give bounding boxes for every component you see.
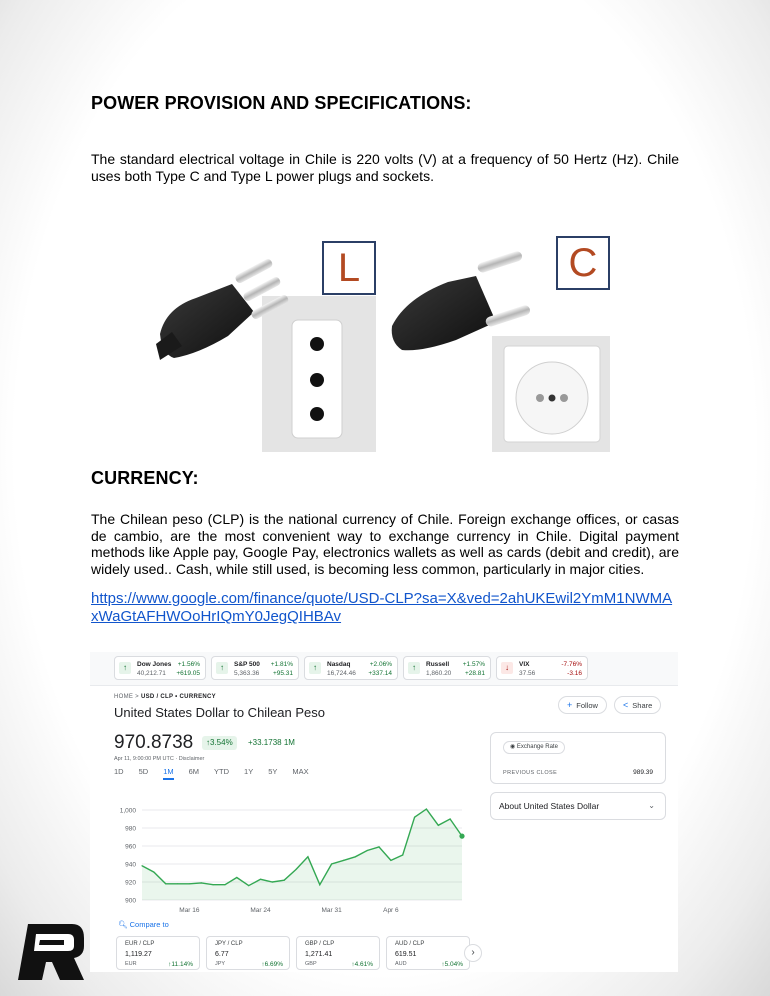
compare-pair: AUD / CLP: [395, 941, 425, 947]
data-point: [378, 846, 379, 847]
follow-button[interactable]: [558, 696, 607, 714]
ticker-change: +28.81: [464, 670, 485, 677]
range-tab-5y[interactable]: 5Y: [268, 767, 278, 776]
compare-code: GBP: [305, 961, 317, 967]
plug-socket-figure: [156, 236, 610, 452]
data-point: [260, 879, 261, 880]
compare-value: 619.51: [395, 951, 417, 958]
compare-heading: [118, 920, 169, 929]
currency-heading: CURRENCY:: [91, 468, 199, 488]
pair-title: United States Dollar to Chilean Peso: [114, 705, 326, 720]
ticker-value: 1,860.20: [426, 670, 452, 677]
ticker-pct: -7.76%: [561, 661, 582, 668]
ticker-name: S&P 500: [234, 661, 260, 668]
arrow-up-icon: ↑: [216, 662, 228, 674]
share-button[interactable]: [614, 696, 661, 714]
range-tab-6m[interactable]: 6M: [188, 767, 200, 776]
data-point: [201, 882, 202, 883]
data-point: [189, 883, 190, 884]
compare-value: 6.77: [215, 951, 229, 958]
compare-pair: JPY / CLP: [215, 941, 243, 947]
ticker-change: +337.14: [368, 670, 392, 677]
range-tabs: [114, 767, 324, 780]
ticker-dow-jones[interactable]: [114, 656, 206, 680]
ticker-change: +95.31: [272, 670, 293, 677]
compare-card-eur[interactable]: [116, 936, 200, 970]
type-c-badge: C: [556, 236, 610, 290]
exchange-rate-pill[interactable]: [503, 741, 565, 754]
ticker-value: 37.56: [519, 670, 536, 677]
about-label: About United States Dollar: [499, 801, 600, 811]
data-point: [284, 880, 285, 881]
compare-code: JPY: [215, 961, 226, 967]
data-point: [319, 884, 320, 885]
ticker-name: Nasdaq: [327, 661, 351, 668]
last-point-marker: [459, 834, 464, 839]
plug-socket-illustration: [156, 236, 610, 452]
data-point: [355, 856, 356, 857]
data-point: [213, 884, 214, 885]
r-logo: [14, 920, 86, 984]
change-absolute: +33.1738 1M: [248, 738, 295, 747]
ticker-sp500[interactable]: [211, 656, 299, 680]
ticker-change: +619.05: [176, 670, 200, 677]
about-dropdown[interactable]: [490, 792, 666, 820]
compare-card-gbp[interactable]: [296, 936, 380, 970]
breadcrumb-separator: >: [135, 694, 139, 700]
data-point: [165, 883, 166, 884]
data-point: [236, 877, 237, 878]
data-point: [367, 850, 368, 851]
range-tab-max[interactable]: MAX: [292, 767, 309, 776]
power-heading: POWER PROVISION AND SPECIFICATIONS:: [91, 93, 472, 113]
ticker-name: Dow Jones: [137, 661, 172, 668]
compare-value: 1,119.27: [125, 951, 152, 958]
arrow-down-icon: ↓: [501, 662, 513, 674]
compare-card-aud[interactable]: [386, 936, 470, 970]
chevron-right-icon[interactable]: ›: [464, 944, 482, 962]
current-price: 970.8738: [114, 732, 194, 753]
info-icon: ◉: [510, 744, 517, 750]
data-point: [426, 809, 427, 810]
market-ticker-bar: [90, 652, 678, 686]
ticker-value: 40,212.71: [137, 670, 166, 677]
data-point: [414, 817, 415, 818]
plus-icon: +: [567, 700, 573, 710]
ticker-pct: +1.81%: [270, 661, 293, 668]
currency-link[interactable]: [91, 590, 672, 626]
data-point: [153, 872, 154, 873]
ticker-nasdaq[interactable]: [304, 656, 398, 680]
compare-pct: ↑5.04%: [441, 961, 463, 968]
x-tick-label: Mar 31: [321, 907, 342, 914]
ticker-pct: +1.57%: [462, 661, 485, 668]
y-tick-label: 920: [125, 879, 136, 887]
search-icon: 🔍︎: [118, 920, 130, 929]
x-tick-label: Mar 16: [179, 907, 200, 914]
currency-paragraph: The Chilean peso (CLP) is the national currency of Chile. Foreign exchange offices, or casas de cambio, are the most convenient way to exchange currency in Chile. Digital payment methods like Apple pay, Google Pay, electronics wallets as well as cards (debit and credit), are widely used.. Cash, while still used, is becoming less common, particularly in major cities.: [91, 511, 679, 577]
y-tick-label: 980: [125, 825, 136, 833]
data-point: [248, 885, 249, 886]
data-point: [224, 884, 225, 885]
arrow-up-icon: ↑: [119, 662, 131, 674]
data-point: [141, 865, 142, 866]
x-tick-label: Apr 6: [383, 907, 399, 914]
range-tab-1d[interactable]: 1D: [114, 767, 124, 776]
y-tick-label: 1,000: [119, 807, 136, 815]
follow-label: Follow: [576, 701, 598, 710]
data-point: [390, 860, 391, 861]
compare-card-jpy[interactable]: [206, 936, 290, 970]
compare-pct: ↑6.69%: [261, 961, 283, 968]
type-l-badge: L: [322, 241, 376, 295]
chevron-down-icon: ⌄: [648, 801, 655, 810]
breadcrumb: [114, 694, 216, 700]
y-tick-label: 900: [125, 897, 136, 905]
y-tick-label: 940: [125, 861, 136, 869]
ticker-pct: +1.56%: [177, 661, 200, 668]
compare-pair: GBP / CLP: [305, 941, 335, 947]
y-tick-label: 960: [125, 843, 136, 851]
data-point: [343, 860, 344, 861]
range-tab-5d[interactable]: 5D: [138, 767, 149, 776]
currency-link-line-2[interactable]: xWaGtAFHWOoHrIQmY0JegQIHBAv: [91, 608, 342, 625]
exchange-rate-card: [490, 732, 666, 784]
exchange-rate-label: Exchange Rate: [516, 744, 558, 750]
ticker-name: Russell: [426, 661, 450, 668]
ticker-value: 5,363.36: [234, 670, 260, 677]
data-point: [438, 825, 439, 826]
compare-value: 1,271.41: [305, 951, 333, 958]
range-tab-1m[interactable]: 1M: [163, 767, 173, 780]
compare-pair: EUR / CLP: [125, 941, 155, 947]
data-point: [295, 869, 296, 870]
data-point: [331, 863, 332, 864]
breadcrumb-current: USD / CLP • CURRENCY: [140, 694, 216, 700]
compare-code: EUR: [125, 961, 137, 967]
compare-pct: ↑4.61%: [351, 961, 373, 968]
arrow-up-icon: ↑: [309, 662, 321, 674]
arrow-up-icon: ↑: [408, 662, 420, 674]
price-chart: [90, 780, 480, 920]
previous-close-label: PREVIOUS CLOSE: [503, 770, 558, 776]
ticker-vix[interactable]: [496, 656, 588, 680]
data-point: [272, 881, 273, 882]
data-point: [450, 818, 451, 819]
price-timestamp: Apr 11, 9:00:00 PM UTC · Disclaimer: [114, 756, 205, 762]
series-area: [142, 809, 462, 900]
finance-screenshot: [90, 652, 678, 972]
compare-code: AUD: [395, 961, 407, 967]
share-label: Share: [632, 701, 653, 710]
range-tab-ytd[interactable]: YTD: [214, 767, 230, 776]
compare-label: Compare to: [129, 920, 169, 929]
power-paragraph: The standard electrical voltage in Chile is 220 volts (V) at a frequency of 50 Hertz (Hz). Chile uses both Type C and Type L power plugs and sockets.: [91, 151, 679, 184]
ticker-russell[interactable]: [403, 656, 491, 680]
ticker-change: -3.16: [567, 670, 582, 677]
ticker-name: VIX: [519, 661, 530, 668]
ticker-pct: +2.06%: [369, 661, 392, 668]
change-pct-badge: ↑3.54%: [202, 736, 237, 750]
x-tick-label: Mar 24: [250, 907, 271, 914]
range-tab-1y[interactable]: 1Y: [244, 767, 254, 776]
data-point: [177, 883, 178, 884]
data-point: [402, 854, 403, 855]
compare-pct: ↑11.14%: [168, 961, 193, 968]
previous-close-value: 989.39: [633, 769, 653, 776]
ticker-value: 16,724.46: [327, 670, 356, 677]
data-point: [307, 856, 308, 857]
share-icon: <: [623, 700, 629, 710]
currency-link-line-1[interactable]: https://www.google.com/finance/quote/USD-CLP?sa=X&ved=2ahUKEwil2YmM1NWMA: [91, 590, 673, 607]
breadcrumb-home[interactable]: HOME: [114, 694, 134, 700]
